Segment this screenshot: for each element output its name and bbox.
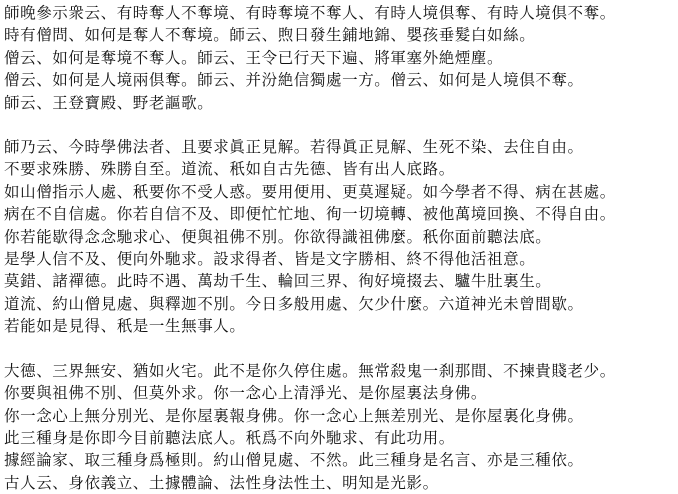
text-line: 道流、約山僧見處、與釋迦不別。今日多般用處、欠少什麼。六道神光未曾間歇。 [4,294,584,313]
text-line: 據經論家、取三種身爲極則。約山僧見處、不然。此三種身是名言、亦是三種依。 [4,451,584,470]
paragraph-3 [4,360,674,494]
text-line: 師云、王登寶殿、野老謳歌。 [4,93,214,112]
text-line: 若能如是見得、秖是一生無事人。 [4,317,246,336]
text-line: 此三種身是你即今目前聽法底人。秖爲不向外馳求、有此功用。 [4,428,455,447]
text-line: 如山僧指示人處、秖要你不受人惑。要用便用、更莫遲疑。如今學者不得、病在甚處。 [4,182,616,201]
text-line: 你一念心上無分別光、是你屋裏報身佛。你一念心上無差別光、是你屋裏化身佛。 [4,406,584,425]
text-line: 不要求殊勝、殊勝自至。道流、秖如自古先德、皆有出人底路。 [4,160,455,179]
text-line: 師乃云、今時學佛法者、且要求眞正見解。若得眞正見解、生死不染、去住自由。 [4,138,584,157]
text-line: 僧云、如何是奪境不奪人。師云、王令已行天下遍、將軍塞外絶煙塵。 [4,48,504,67]
text-line: 時有僧問、如何是奪人不奪境。師云、煦日發生鋪地錦、嬰孩垂髮白如絲。 [4,26,536,45]
text-line: 你若能歇得念念馳求心、便與祖佛不別。你欲得識祖佛麼。秖你面前聽法底。 [4,227,552,246]
paragraph-1 [4,2,674,114]
document-body [4,2,674,494]
text-line: 僧云、如何是人境兩倶奪。師云、并汾絶信獨處一方。僧云、如何是人境倶不奪。 [4,71,584,90]
text-line: 莫錯、諸禪德。此時不遇、萬劫千生、輪回三界、徇好境掇去、驢牛肚裏生。 [4,272,552,291]
paragraph-2 [4,136,674,338]
text-line: 你要與祖佛不別、但莫外求。你一念心上清淨光、是你屋裏法身佛。 [4,384,488,403]
text-line: 病在不自信處。你若自信不及、即便忙忙地、徇一切境轉、被他萬境回換、不得自由。 [4,205,616,224]
text-line: 是學人信不及、便向外馳求。設求得者、皆是文字勝相、終不得他活祖意。 [4,250,536,269]
text-line: 大德、三界無安、猶如火宅。此不是你久停住處。無常殺鬼一刹那間、不揀貴賤老少。 [4,361,616,380]
text-line: 師晚參示衆云、有時奪人不奪境、有時奪境不奪人、有時人境倶奪、有時人境倶不奪。 [4,4,616,22]
text-line: 古人云、身依義立、土據體論、法性身法性土、明知是光影。 [4,473,439,492]
